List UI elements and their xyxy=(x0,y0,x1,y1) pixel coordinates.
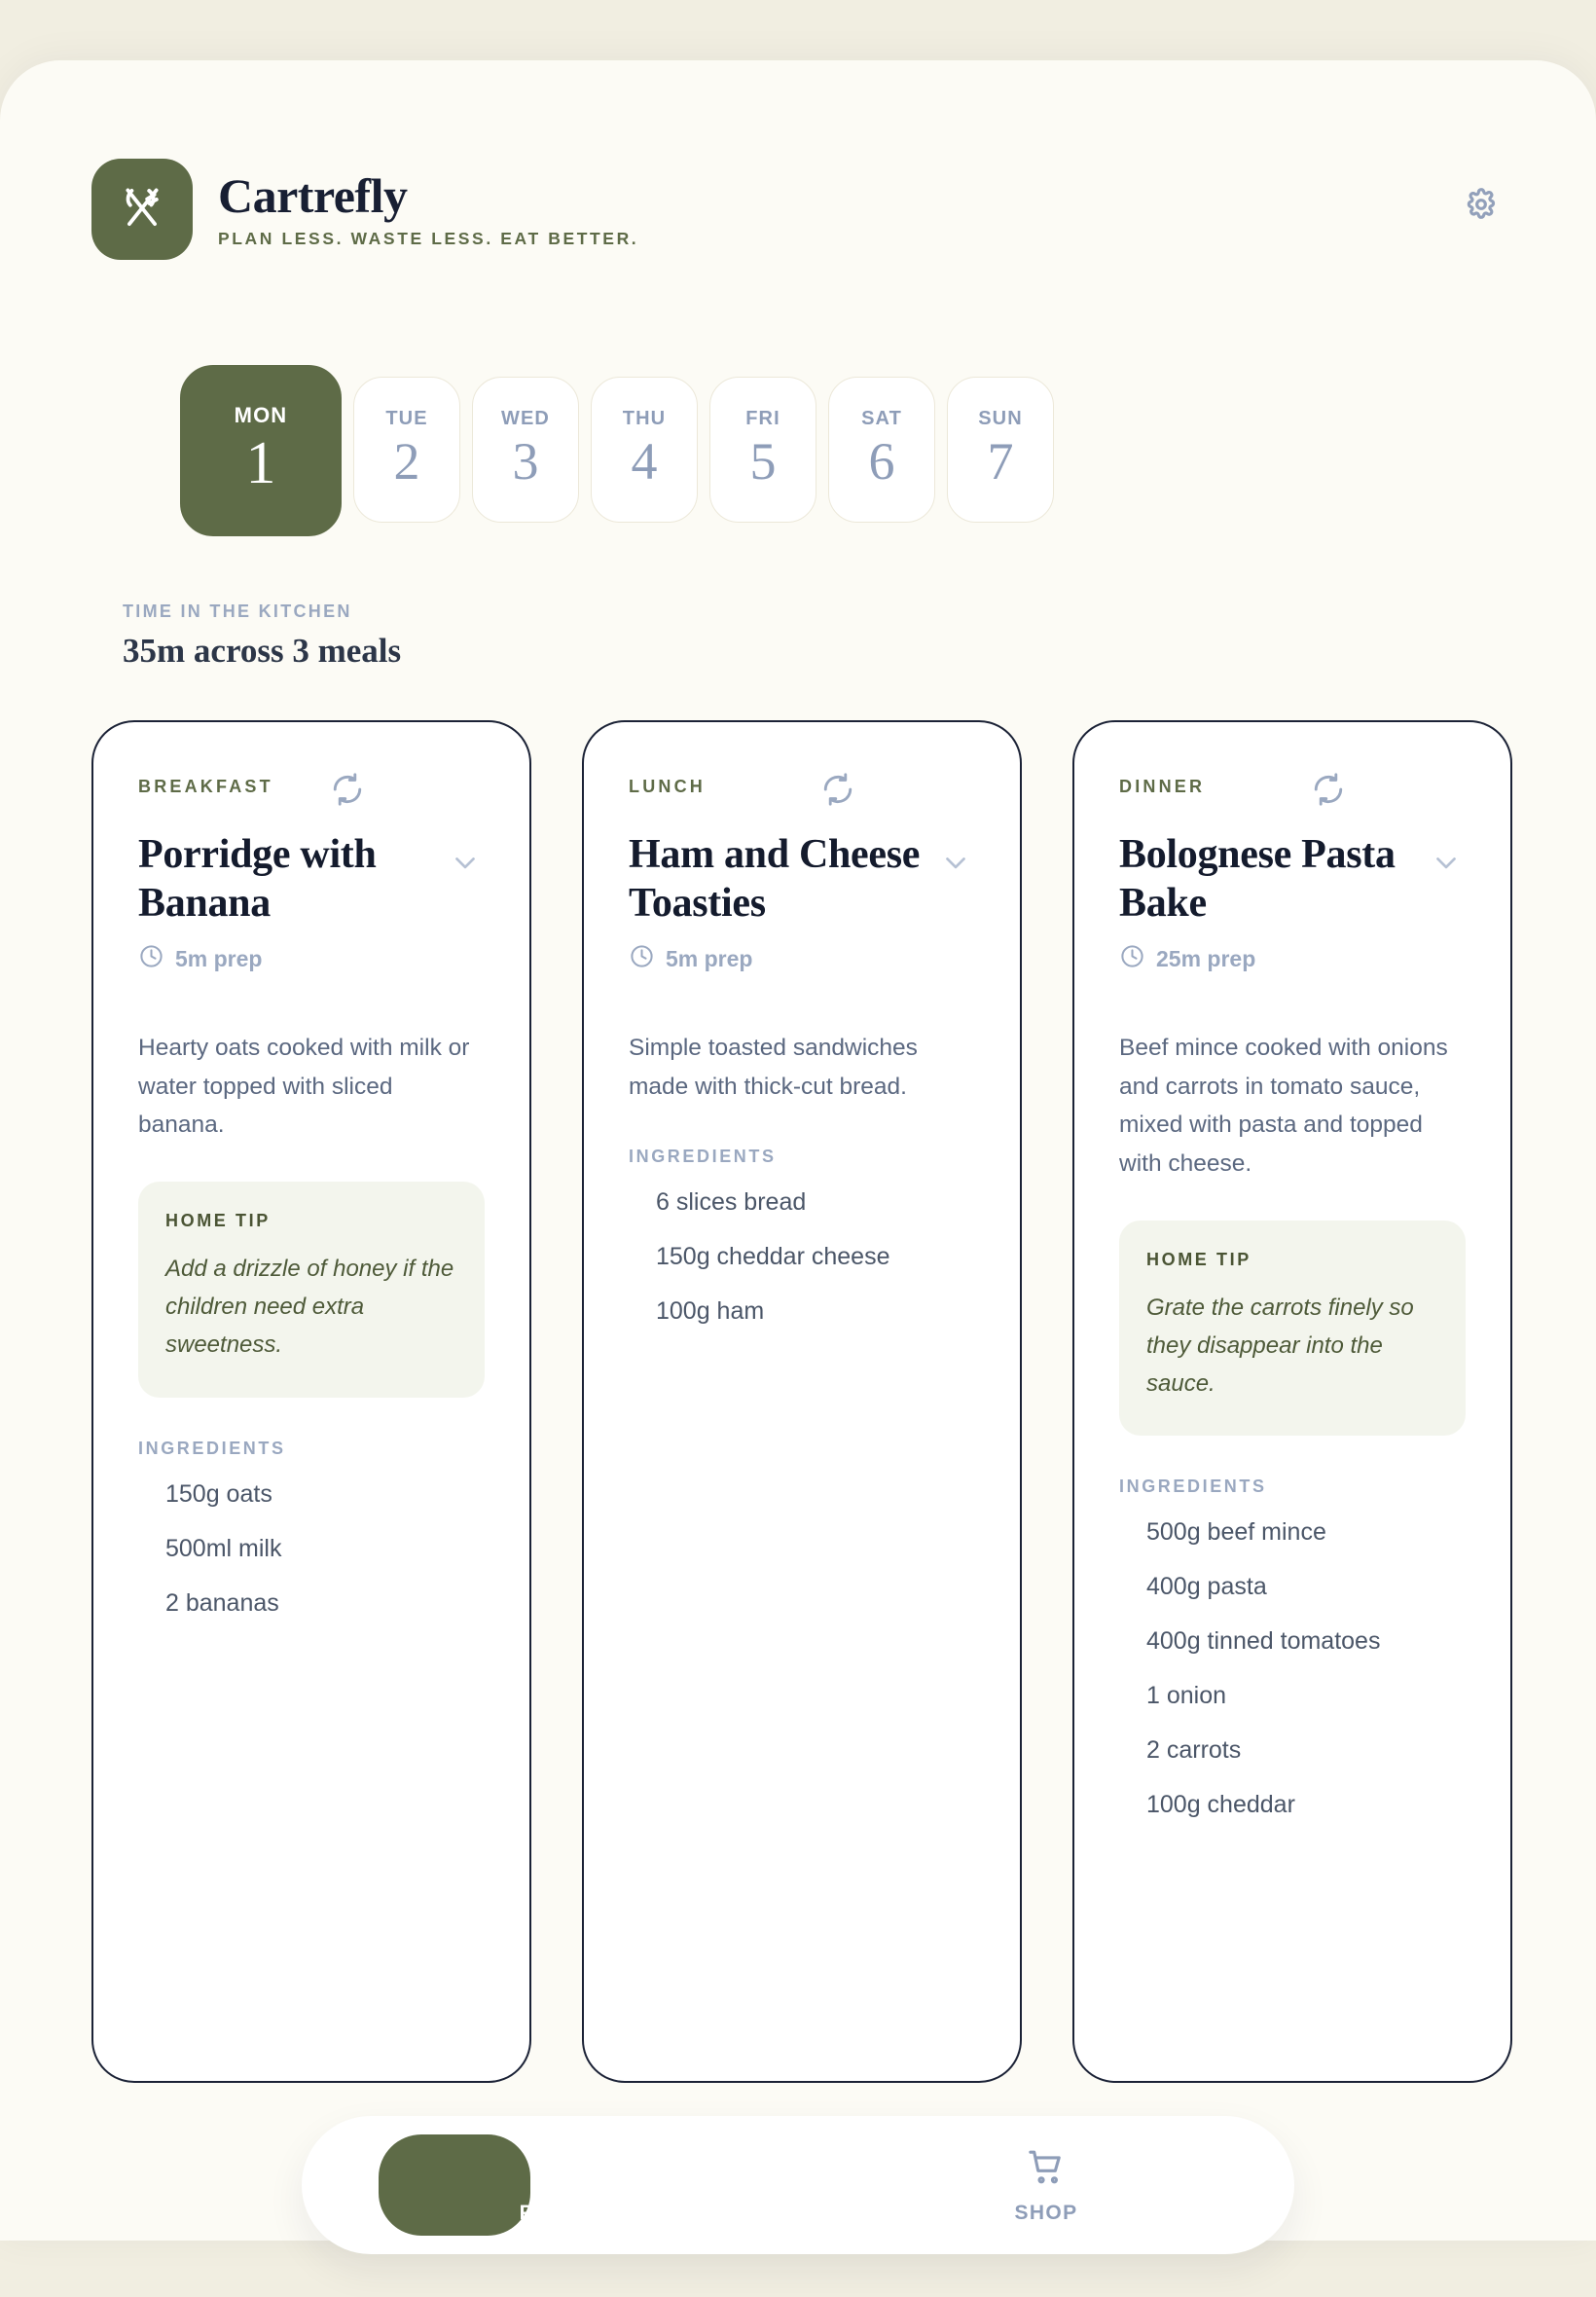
gear-icon xyxy=(1462,185,1501,229)
nav-item-inner xyxy=(1014,2146,1077,2225)
meal-card-lunch xyxy=(582,720,1022,2083)
app-header xyxy=(91,156,1505,263)
refresh-icon xyxy=(1311,772,1346,812)
day-chip-thu[interactable] xyxy=(591,377,698,523)
clock-icon xyxy=(1119,943,1145,974)
day-chip-number: 6 xyxy=(868,432,895,492)
day-chip-number: 7 xyxy=(987,432,1014,492)
meal-slot-label: BREAKFAST xyxy=(138,777,273,796)
clock-icon xyxy=(629,943,655,974)
kitchen-summary-label: TIME IN THE KITCHEN xyxy=(123,602,352,621)
settings-button[interactable] xyxy=(1458,183,1505,230)
meal-card-header xyxy=(629,773,975,810)
ingredient-item: 400g pasta xyxy=(1146,1573,1267,1601)
day-chip-sat[interactable] xyxy=(828,377,935,523)
day-chip-fri[interactable] xyxy=(709,377,816,523)
refresh-icon xyxy=(820,772,855,812)
nav-item-shop[interactable] xyxy=(798,2116,1294,2254)
prep-time-text: 25m prep xyxy=(1156,945,1256,971)
brand-block xyxy=(218,167,639,249)
crossed-fork-knife-icon xyxy=(116,181,168,238)
brand-tagline: PLAN LESS. WASTE LESS. EAT BETTER. xyxy=(218,228,639,248)
meal-slot-label: LUNCH xyxy=(629,777,706,796)
shopping-cart-icon xyxy=(1025,2146,1068,2194)
day-chip-dow: SAT xyxy=(861,408,902,430)
calendar-icon xyxy=(528,2146,571,2194)
day-chip-mon[interactable] xyxy=(180,365,342,536)
ingredient-item: 150g oats xyxy=(165,1479,272,1508)
meal-title-row xyxy=(138,831,485,928)
meal-title: Bolognese Pasta Bake xyxy=(1119,832,1396,926)
chevron-down-icon xyxy=(939,846,972,884)
app-logo-badge xyxy=(91,159,193,260)
meal-title-row xyxy=(629,831,975,928)
ingredient-item: 1 onion xyxy=(1146,1682,1227,1710)
refresh-icon xyxy=(330,772,365,812)
nav-item-plan[interactable] xyxy=(302,2116,798,2254)
home-tip-label: HOME TIP xyxy=(1146,1249,1251,1269)
meal-card-header xyxy=(1119,773,1466,810)
prep-time-text: 5m prep xyxy=(175,945,263,971)
swap-meal-button[interactable] xyxy=(819,773,856,810)
day-chip-dow: SUN xyxy=(978,408,1023,430)
home-tip-box xyxy=(1119,1221,1466,1437)
expand-meal-button[interactable] xyxy=(1427,845,1466,884)
day-chip-wed[interactable] xyxy=(472,377,579,523)
ingredient-item: 100g cheddar xyxy=(1146,1791,1295,1819)
day-chip-number: 1 xyxy=(245,430,276,497)
home-tip-text: Add a drizzle of honey if the children need extra sweetness. xyxy=(165,1256,454,1358)
brand-name: Cartrefly xyxy=(218,167,408,223)
meal-description: Simple toasted sandwiches made with thick-cut bread. xyxy=(629,1035,918,1100)
app-sheet xyxy=(0,60,1596,2241)
nav-item-inner xyxy=(520,2146,581,2225)
meal-title: Ham and Cheese Toasties xyxy=(629,832,921,926)
ingredient-item: 2 carrots xyxy=(1146,1736,1242,1765)
clock-icon xyxy=(138,943,164,974)
meal-description: Hearty oats cooked with milk or water topped with sliced banana. xyxy=(138,1035,470,1139)
day-chip-number: 4 xyxy=(631,432,658,492)
bottom-navigation xyxy=(302,2116,1294,2254)
day-chip-dow: TUE xyxy=(385,408,428,430)
meal-slot-label: DINNER xyxy=(1119,777,1206,796)
ingredient-item: 400g tinned tomatoes xyxy=(1146,1627,1381,1656)
meal-title-row xyxy=(1119,831,1466,928)
ingredient-item: 150g cheddar cheese xyxy=(656,1243,890,1271)
chevron-down-icon xyxy=(1430,846,1463,884)
home-tip-text: Grate the carrots finely so they disappear into the sauce. xyxy=(1146,1294,1414,1397)
day-chip-dow: WED xyxy=(501,408,550,430)
ingredients-label: INGREDIENTS xyxy=(629,1147,777,1167)
ingredients-list xyxy=(629,1188,975,1326)
prep-time-row xyxy=(1119,943,1466,974)
day-chip-tue[interactable] xyxy=(353,377,460,523)
prep-time-row xyxy=(138,943,485,974)
ingredients-label: INGREDIENTS xyxy=(138,1438,286,1458)
day-chip-number: 2 xyxy=(393,432,420,492)
ingredients-list xyxy=(1119,1518,1466,1819)
expand-meal-button[interactable] xyxy=(936,845,975,884)
meal-description: Beef mince cooked with onions and carrots in tomato sauce, mixed with pasta and topped with cheese. xyxy=(1119,1035,1448,1178)
home-tip-box xyxy=(138,1182,485,1398)
prep-time-text: 5m prep xyxy=(666,945,753,971)
day-chip-number: 3 xyxy=(512,432,539,492)
swap-meal-button[interactable] xyxy=(329,773,366,810)
meal-title: Porridge with Banana xyxy=(138,832,377,926)
kitchen-summary xyxy=(123,602,401,671)
ingredient-item: 6 slices bread xyxy=(656,1188,807,1217)
chevron-down-icon xyxy=(449,846,482,884)
day-chip-dow: MON xyxy=(234,403,288,428)
prep-time-row xyxy=(629,943,975,974)
meal-card-header xyxy=(138,773,485,810)
day-chip-dow: THU xyxy=(622,408,667,430)
nav-active-pill xyxy=(379,2134,530,2236)
nav-item-label: SHOP xyxy=(1014,2201,1078,2224)
ingredient-item: 2 bananas xyxy=(165,1588,279,1617)
ingredients-list xyxy=(138,1480,485,1618)
day-chip-sun[interactable] xyxy=(947,377,1054,523)
meal-card-list xyxy=(91,720,1512,2083)
ingredient-item: 500g beef mince xyxy=(1146,1518,1326,1547)
day-chip-dow: FRI xyxy=(745,408,780,430)
kitchen-summary-value: 35m across 3 meals xyxy=(123,632,402,670)
meal-card-dinner xyxy=(1072,720,1512,2083)
swap-meal-button[interactable] xyxy=(1310,773,1347,810)
day-selector[interactable] xyxy=(180,365,1054,536)
ingredient-item: 500ml milk xyxy=(165,1534,282,1562)
home-tip-label: HOME TIP xyxy=(165,1211,271,1231)
expand-meal-button[interactable] xyxy=(446,845,485,884)
day-chip-number: 5 xyxy=(749,432,777,492)
ingredients-label: INGREDIENTS xyxy=(1119,1477,1267,1497)
ingredient-item: 100g ham xyxy=(656,1297,765,1326)
meal-card-breakfast xyxy=(91,720,531,2083)
nav-item-label: PLAN xyxy=(519,2201,581,2224)
